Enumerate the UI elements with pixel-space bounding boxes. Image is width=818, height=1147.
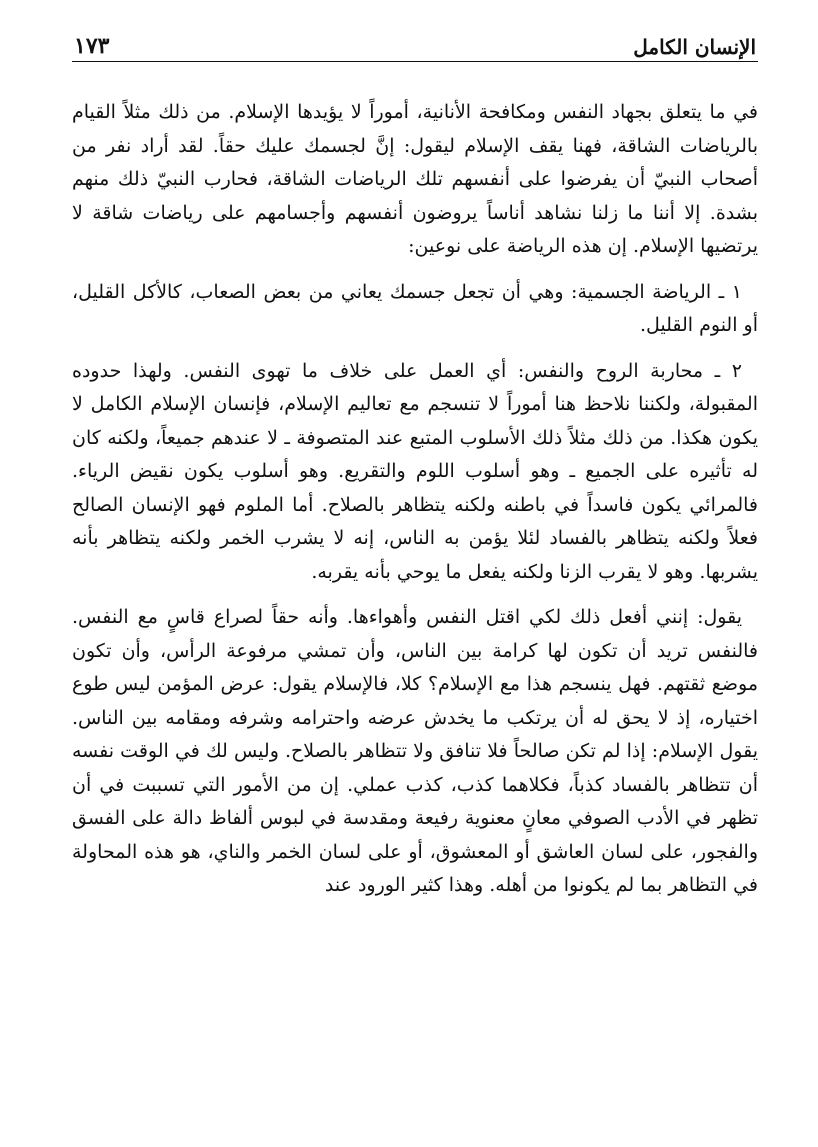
- paragraph-intro: في ما يتعلق بجهاد النفس ومكافحة الأنانية، أموراً لا يؤيدها الإسلام. من ذلك مثلاً القيام بالرياضات الشاقة، فهنا يقف الإسلام ليقول: إنَّ لجسمك عليك حقاً. لقد أراد نفر من أصحاب النبيّ أن يفرضوا على أنفسهم تلك الرياضات الشاقة، فحارب النبيّ ذلك منهم بشدة. إلا أننا ما زلنا نشاهد أناساً يروضون أنفسهم وأجسامهم على رياضات شاقة لا يرتضيها الإسلام. إن هذه الرياضة على نوعين:: [72, 101, 758, 257]
- paragraph-quote: يقول: إنني أفعل ذلك لكي اقتل النفس وأهواءها. وأنه حقاً لصراع قاسٍ مع النفس. فالنفس تريد أن تكون لها كرامة بين الناس، وأن تمشي مرفوعة الرأس، وأن تكون موضع ثقتهم. فهل ينسجم هذا مع الإسلام؟ كلا، فالإسلام يقول: عرض المؤمن ليس طوع اختياره، إذ لا يحق له أن يرتكب ما يخدش عرضه واحترامه وشرفه ومقامه بين الناس. يقول الإسلام: إذا لم تكن صالحاً فلا تنافق ولا تتظاهر بالصلاح. وليس لك في الوقت نفسه أن تتظاهر بالفساد كذباً، فكلاهما كذب، كذب عملي. إن من الأمور التي تسببت في أن تظهر في الأدب الصوفي معانٍ معنوية رفيعة ومقدسة في لبوس ألفاظ دالة على الفسق والفجور، على لسان العاشق أو المعشوق، أو على لسان الخمر والناي، هو هذه المحاولة في التظاهر بما لم يكونوا من أهله. وهذا كثير الورود عند: [72, 606, 758, 896]
- running-header: [72, 22, 758, 62]
- book-page: [72, 22, 758, 1132]
- body-text: [72, 96, 758, 903]
- book-title: الإنسان الكامل: [633, 35, 756, 59]
- page-number: ١٧٣: [74, 33, 110, 59]
- paragraph-item-1: ١ ـ الرياضة الجسمية: وهي أن تجعل جسمك يعاني من بعض الصعاب، كالأكل القليل، أو النوم القليل.: [72, 280, 758, 336]
- paragraph-item-2: ٢ ـ محاربة الروح والنفس: أي العمل على خلاف ما تهوى النفس. ولهذا حدوده المقبولة، ولكننا نلاحظ هنا أموراً لا تنسجم مع تعاليم الإسلام، فإنسان الإسلام الكامل لا يكون هكذا. من ذلك مثلاً ذلك الأسلوب المتبع عند المتصوفة ـ لا عندهم جميعاً، ولكنه كان له تأثيره على الجميع ـ وهو أسلوب اللوم والتقريع. وهو أسلوب يكون نقيض الرياء. فالمرائي يكون فاسداً في باطنه ولكنه يتظاهر بالصلاح. أما الملوم فهو الإنسان الصالح فعلاً ولكنه يتظاهر بالفساد لئلا يؤمن به الناس، إنه لا يشرب الخمر ولكنه يتظاهر بأنه يشربها. وهو لا يقرب الزنا ولكنه يفعل ما يوحي بأنه يقربه.: [72, 359, 758, 583]
